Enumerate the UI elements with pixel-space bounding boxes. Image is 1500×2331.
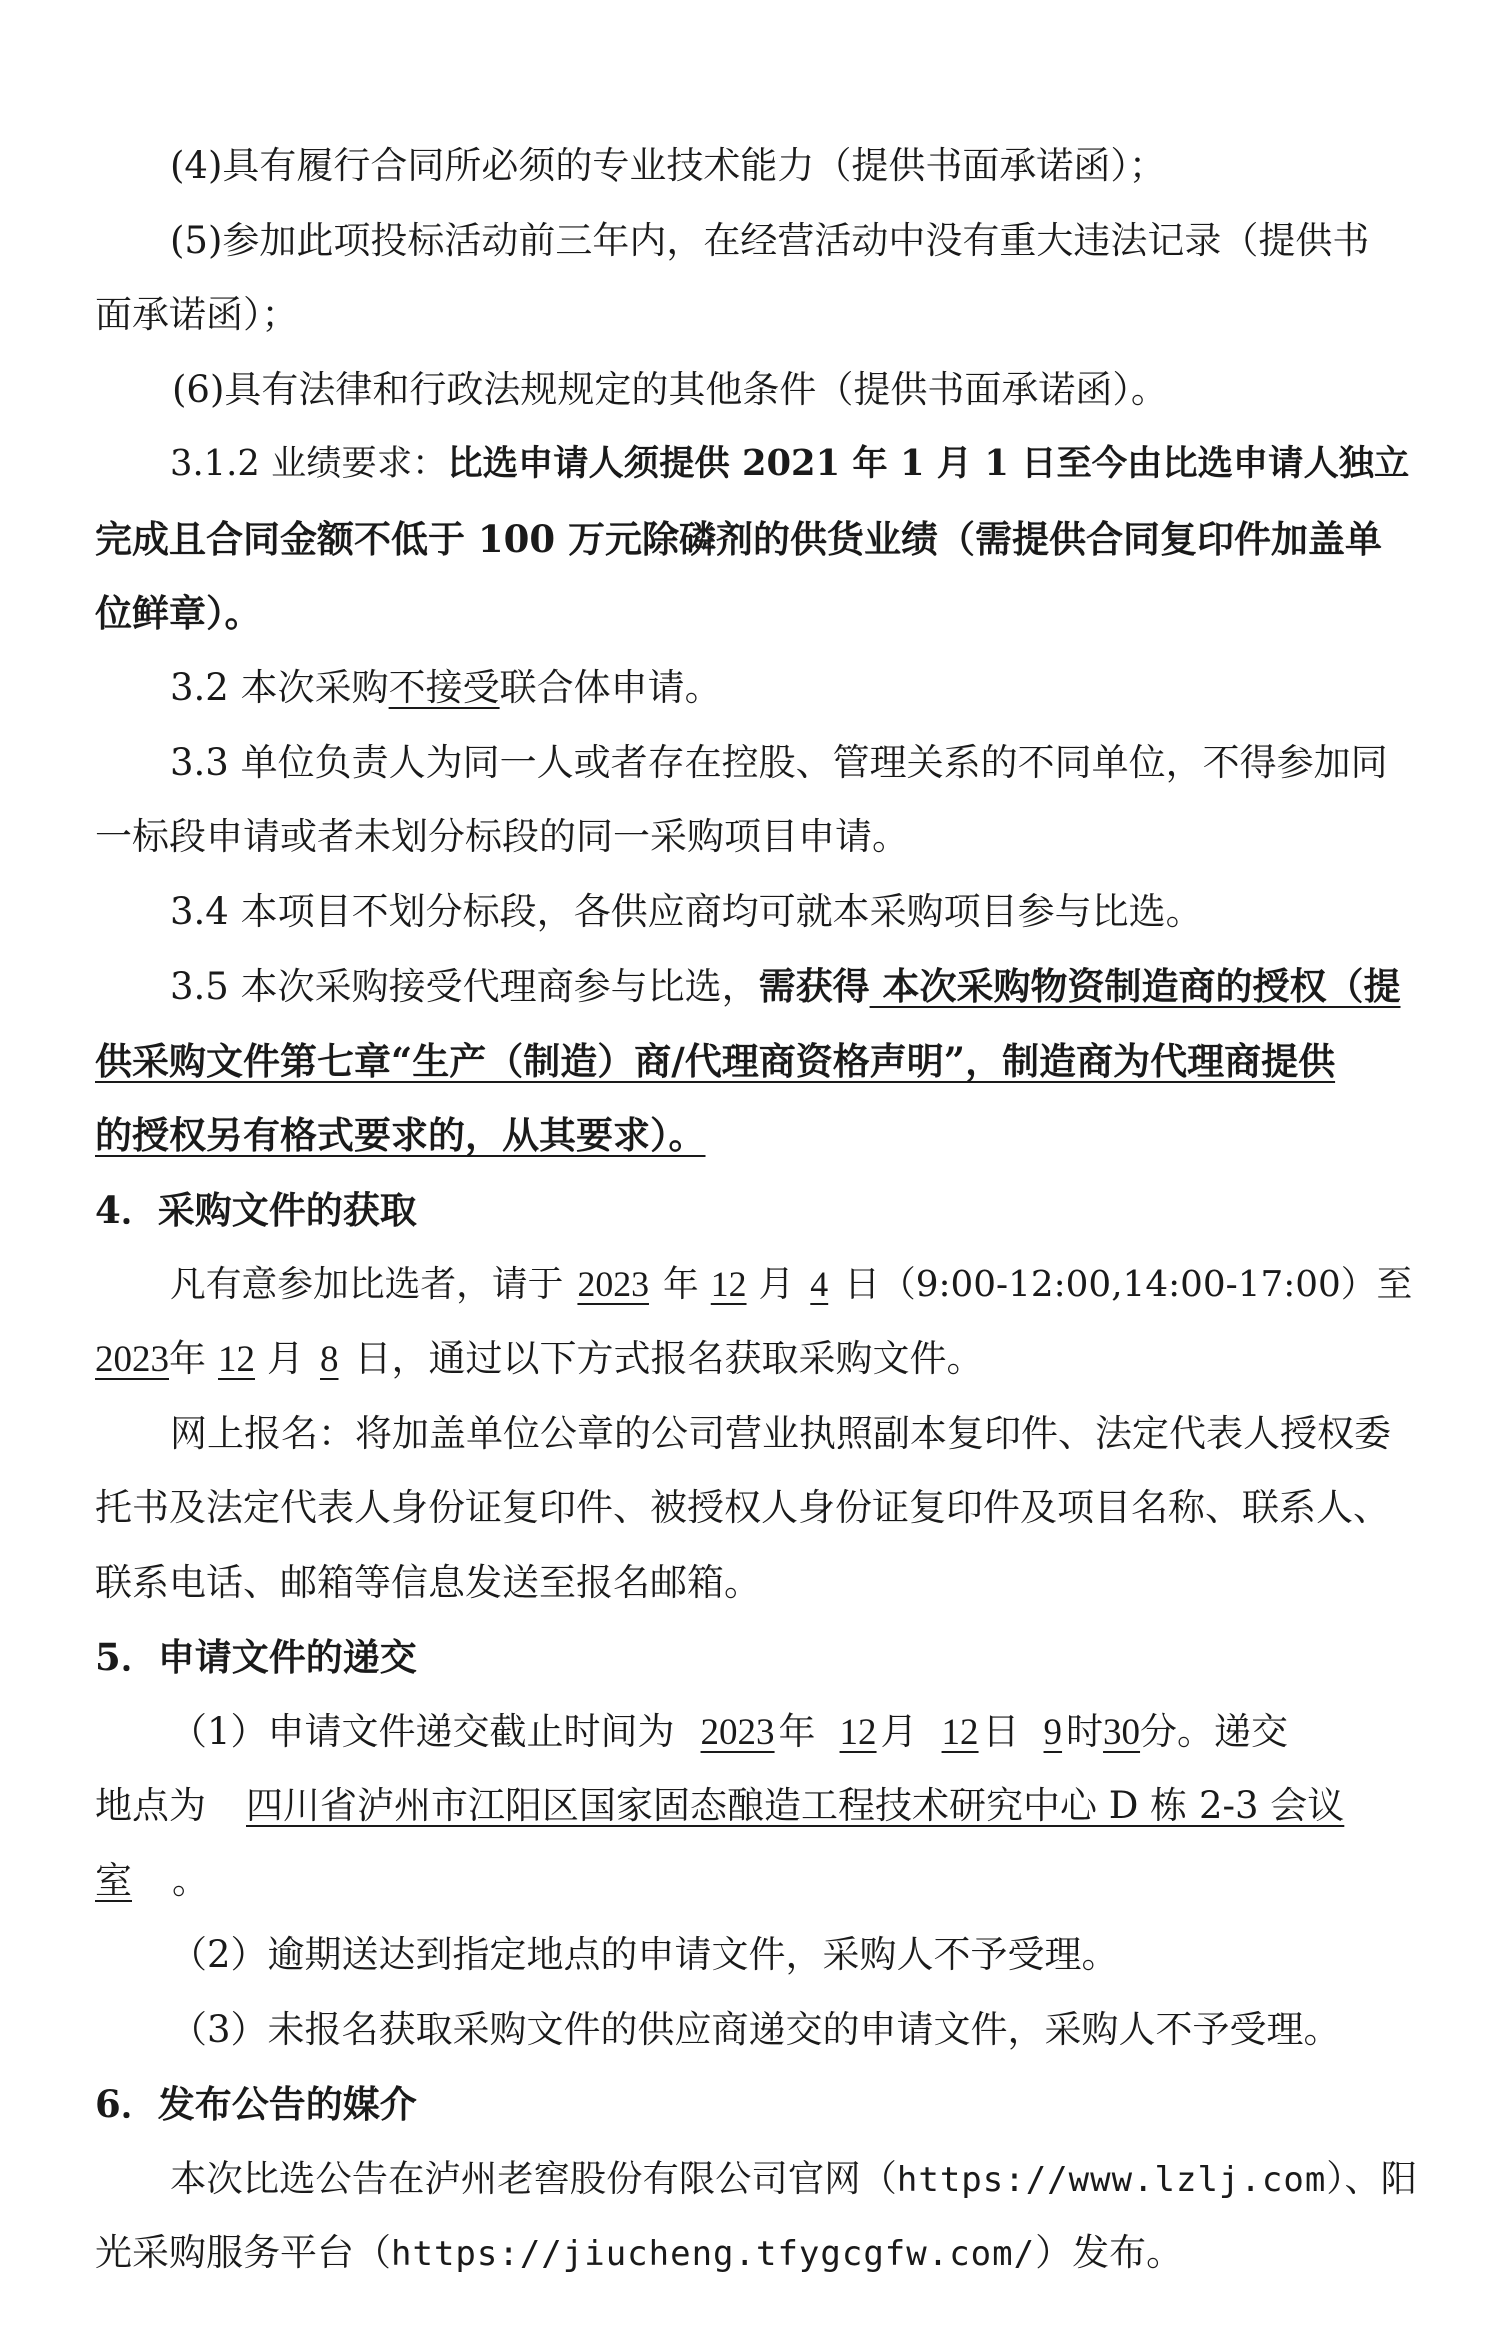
requirement-4: (4)具有履行合同所必须的专业技术能力（提供书面承诺函）； [170, 144, 1166, 187]
section-3-5-line3: 的授权另有格式要求的，从其要求）。 [95, 1113, 706, 1157]
section-6-line2: 光采购服务平台（https://jiucheng.tfygcgfw.com/）发布。 [95, 2231, 1184, 2274]
section-5-item-2: （2）逾期送达到指定地点的申请文件，采购人不予受理。 [170, 1933, 1119, 1976]
section-6-line1: 本次比选公告在泸州老窖股份有限公司官网（https://www.lzlj.com）、阳 [170, 2157, 1418, 2200]
heading-section-5: 5．申请文件的递交 [95, 1635, 417, 1679]
section-5-location-line1: 地点为 四川省泸州市江阳区国家固态酿造工程技术研究中心 D 栋 2-3 会议 [95, 1784, 1345, 1827]
section-3-3-line2: 一标段申请或者未划分标段的同一采购项目申请。 [95, 815, 909, 858]
requirement-5-line2: 面承诺函）； [95, 293, 299, 336]
section-4-online-line1: 网上报名：将加盖单位公章的公司营业执照副本复印件、法定代表人授权委 [170, 1412, 1391, 1455]
section-3-1-2-line3: 位鲜章）。 [95, 591, 262, 635]
heading-section-6: 6．发布公告的媒介 [95, 2082, 417, 2126]
requirement-5-line1: (5)参加此项投标活动前三年内，在经营活动中没有重大违法记录（提供书 [170, 219, 1370, 262]
requirement-6: (6)具有法律和行政法规规定的其他条件（提供书面承诺函）。 [172, 368, 1168, 411]
section-3-1-2-line1: 3.1.2 业绩要求：比选申请人须提供 2021 年 1 月 1 日至今由比选申请人独立 [170, 443, 1410, 484]
platform-url: https://jiucheng.tfygcgfw.com/ [391, 2234, 1036, 2274]
section-4-online-line2: 托书及法定代表人身份证复印件、被授权人身份证复印件及项目名称、联系人、 [95, 1486, 1390, 1529]
section-5-item-3: （3）未报名获取采购文件的供应商递交的申请文件，采购人不予受理。 [170, 2008, 1341, 2051]
section-3-2: 3.2 本次采购不接受联合体申请。 [170, 666, 722, 709]
section-4-period-line2: 2023年 12 月 8 日，通过以下方式报名获取采购文件。 [95, 1337, 984, 1380]
section-3-5-line1: 3.5 本次采购接受代理商参与比选，需获得 本次采购物资制造商的授权（提 [170, 964, 1401, 1008]
section-3-3-line1: 3.3 单位负责人为同一人或者存在控股、管理关系的不同单位，不得参加同 [170, 741, 1388, 784]
heading-section-4: 4．采购文件的获取 [95, 1188, 417, 1232]
section-3-4: 3.4 本项目不划分标段，各供应商均可就本采购项目参与比选。 [170, 890, 1203, 933]
section-3-1-2-line2: 完成且合同金额不低于 100 万元除磷剂的供货业绩（需提供合同复印件加盖单 [95, 517, 1382, 561]
section-5-deadline: （1）申请文件递交截止时间为 2023 年 12 月 12 日 9 时30分。递交 [170, 1710, 1289, 1753]
section-3-5-line2: 供采购文件第七章“生产（制造）商/代理商资格声明”，制造商为代理商提供 [95, 1039, 1336, 1083]
official-site-url: https://www.lzlj.com [896, 2160, 1327, 2200]
section-4-period-line1: 凡有意参加比选者，请于 2023 年 12 月 4 日（9:00-12:00,14:00-17:00）至 [170, 1264, 1413, 1305]
section-4-online-line3: 联系电话、邮箱等信息发送至报名邮箱。 [95, 1561, 761, 1604]
section-5-location-line2: 室 。 [95, 1859, 209, 1902]
